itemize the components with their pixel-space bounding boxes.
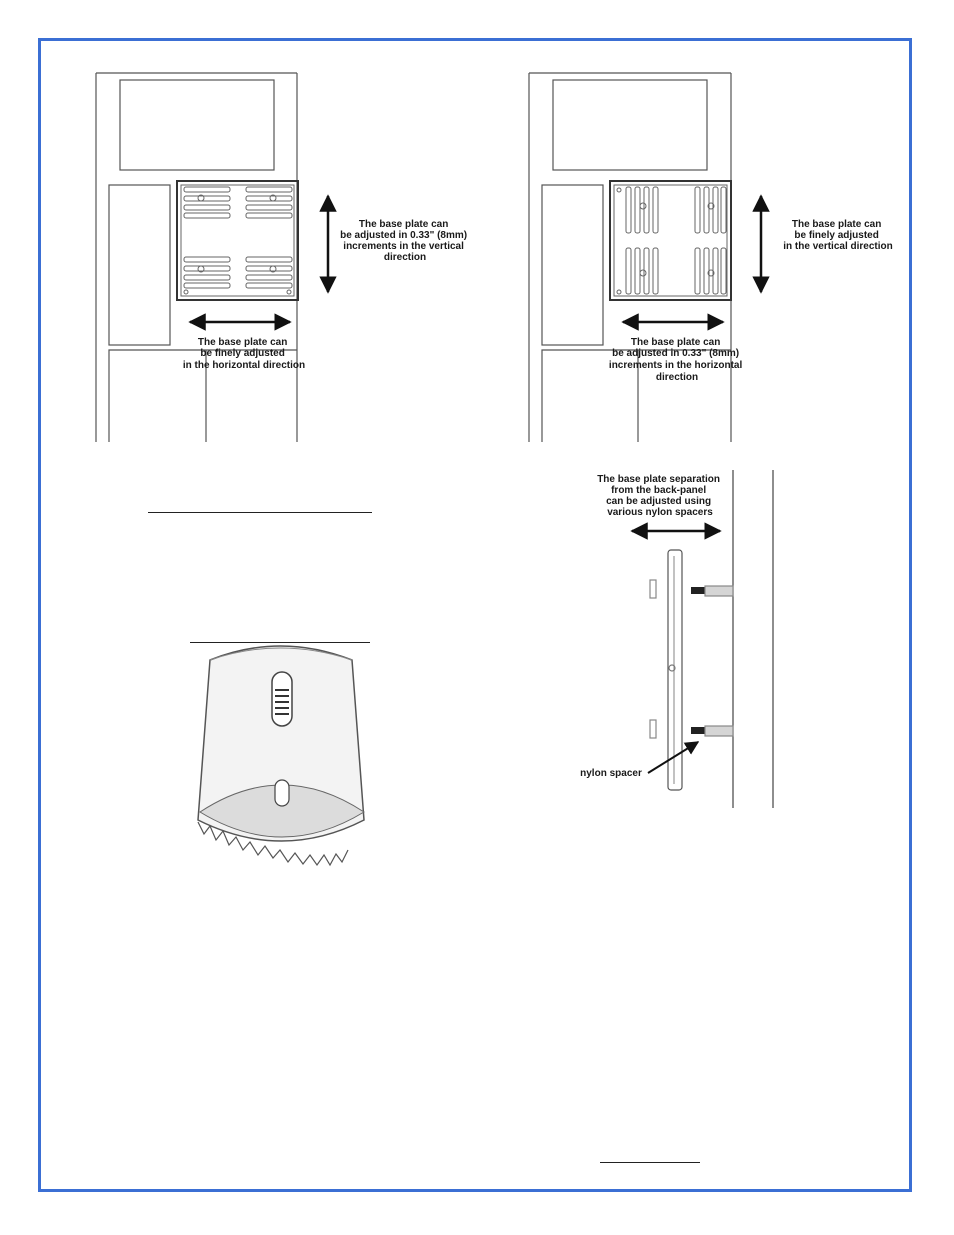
nylon-spacer-label: nylon spacer bbox=[580, 768, 642, 779]
base-plate-left bbox=[177, 181, 298, 300]
vertical-note-right: The base plate can be finely adjusted in the vertical direction bbox=[783, 219, 893, 252]
vertical-note-left: The base plate can be adjusted in 0.33" (8mm) increments in the vertical direction bbox=[340, 219, 468, 263]
hole-saw-icon bbox=[198, 646, 364, 865]
base-plate-right bbox=[610, 181, 731, 300]
nylon-spacer-top bbox=[691, 586, 733, 596]
horizontal-note-left: The base plate can be finely adjusted in the horizontal direction bbox=[182, 337, 306, 371]
side-view bbox=[650, 470, 773, 808]
spacer-pointer-arrow bbox=[648, 742, 698, 773]
nylon-spacer-bottom bbox=[691, 726, 733, 736]
front-view-left bbox=[96, 73, 298, 442]
front-view-right bbox=[529, 73, 731, 442]
horizontal-note-right: The base plate can be adjusted in 0.33" (8mm) increments in the horizontal direction bbox=[608, 337, 743, 383]
separation-note: The base plate separation from the back-panel can be adjusted using various nylon spacers bbox=[597, 474, 721, 518]
